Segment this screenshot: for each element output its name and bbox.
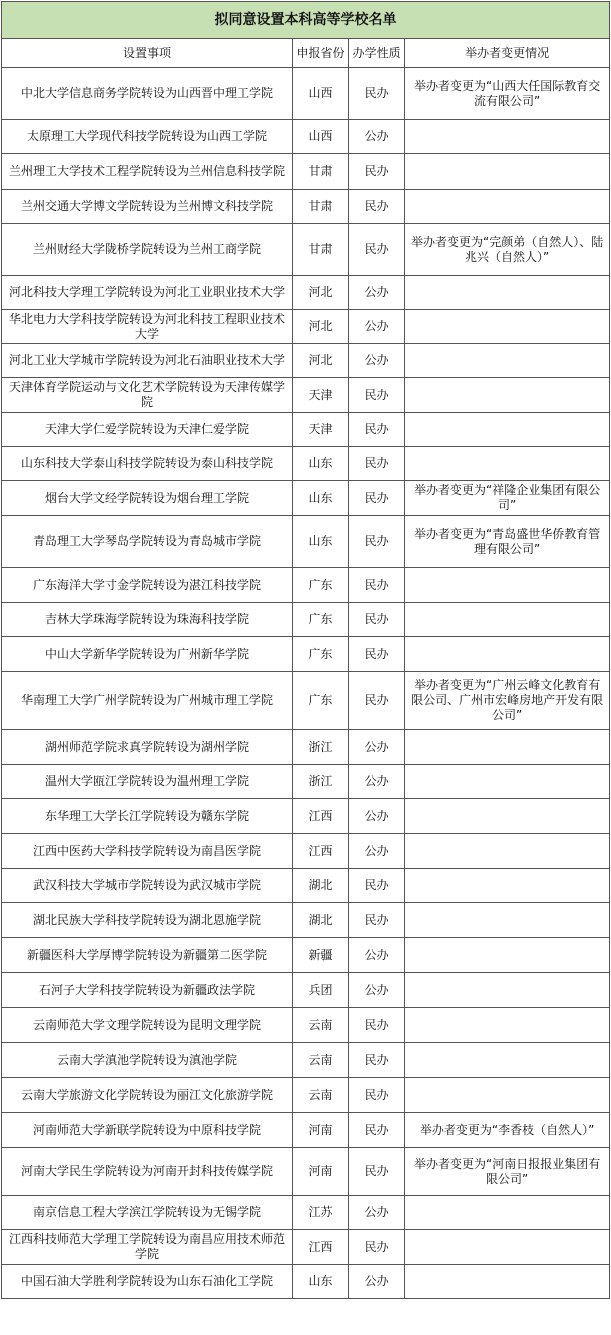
row-nature-cell: 民办: [349, 447, 405, 481]
row-item-cell: 武汉科技大学城市学院转设为武汉城市学院: [2, 869, 293, 903]
row-change-cell: [405, 938, 610, 973]
header-province: 申报省份: [293, 39, 349, 68]
row-change-cell: [405, 190, 610, 224]
row-nature-cell: 民办: [349, 154, 405, 190]
row-change-cell: [405, 1043, 610, 1078]
row-change-cell: [405, 413, 610, 447]
row-item-cell: 石河子大学科技学院转设为新疆政法学院: [2, 973, 293, 1008]
row-province-cell: 广东: [293, 603, 349, 637]
row-nature-cell: 民办: [349, 1148, 405, 1196]
row-item-cell: 河北科技大学理工学院转设为河北工业职业技术大学: [2, 276, 293, 310]
row-item-cell: 烟台大学文经学院转设为烟台理工学院: [2, 481, 293, 516]
table-row: [2, 903, 610, 938]
row-change-cell: [405, 120, 610, 154]
row-item-cell: 云南师范大学文理学院转设为昆明文理学院: [2, 1008, 293, 1043]
row-change-cell: 举办者变更为“完颜弟（自然人）、陆兆兴（自然人）”: [405, 224, 610, 276]
table-row: [2, 637, 610, 672]
table-body: [2, 68, 610, 1299]
table-row: [2, 1230, 610, 1265]
table-row: [2, 190, 610, 224]
row-nature-cell: 公办: [349, 834, 405, 869]
table-title: 拟同意设置本科高等学校名单: [2, 2, 610, 39]
row-nature-cell: 公办: [349, 276, 405, 310]
row-nature-cell: 民办: [349, 378, 405, 413]
row-province-cell: 甘肃: [293, 154, 349, 190]
table-row: [2, 378, 610, 413]
row-item-cell: 新疆医科大学厚博学院转设为新疆第二医学院: [2, 938, 293, 973]
row-nature-cell: 公办: [349, 310, 405, 344]
row-nature-cell: 民办: [349, 903, 405, 938]
row-province-cell: 广东: [293, 637, 349, 672]
row-province-cell: 山东: [293, 447, 349, 481]
row-item-cell: 东华理工大学长江学院转设为赣东学院: [2, 799, 293, 834]
row-nature-cell: 民办: [349, 516, 405, 568]
table-row: [2, 1043, 610, 1078]
row-change-cell: [405, 154, 610, 190]
row-item-cell: 中北大学信息商务学院转设为山西晋中理工学院: [2, 68, 293, 120]
row-nature-cell: 民办: [349, 224, 405, 276]
row-change-cell: 举办者变更为“广州云峰文化教育有限公司、广州市宏峰房地产开发有限公司”: [405, 672, 610, 730]
row-province-cell: 广东: [293, 672, 349, 730]
row-nature-cell: 公办: [349, 938, 405, 973]
row-nature-cell: 公办: [349, 1265, 405, 1299]
row-change-cell: [405, 1265, 610, 1299]
row-province-cell: 新疆: [293, 938, 349, 973]
row-nature-cell: 民办: [349, 413, 405, 447]
row-change-cell: [405, 1196, 610, 1230]
row-change-cell: [405, 276, 610, 310]
table-row: [2, 516, 610, 568]
header-row: [2, 39, 610, 68]
row-change-cell: 举办者变更为“祥隆企业集团有限公司”: [405, 481, 610, 516]
row-nature-cell: 公办: [349, 120, 405, 154]
row-province-cell: 山东: [293, 481, 349, 516]
table-row: [2, 154, 610, 190]
row-item-cell: 兰州理工大学技术工程学院转设为兰州信息科技学院: [2, 154, 293, 190]
table-row: [2, 1196, 610, 1230]
table-row: [2, 938, 610, 973]
table-row: [2, 834, 610, 869]
row-item-cell: 南京信息工程大学滨江学院转设为无锡学院: [2, 1196, 293, 1230]
row-item-cell: 太原理工大学现代科技学院转设为山西工学院: [2, 120, 293, 154]
row-item-cell: 云南大学旅游文化学院转设为丽江文化旅游学院: [2, 1078, 293, 1113]
row-province-cell: 山东: [293, 516, 349, 568]
row-province-cell: 江西: [293, 1230, 349, 1265]
row-item-cell: 江西科技师范大学理工学院转设为南昌应用技术师范学院: [2, 1230, 293, 1265]
row-change-cell: [405, 869, 610, 903]
row-item-cell: 湖州师范学院求真学院转设为湖州学院: [2, 730, 293, 765]
row-item-cell: 河南师范大学新联学院转设为中原科技学院: [2, 1113, 293, 1148]
row-province-cell: 河北: [293, 310, 349, 344]
row-change-cell: [405, 568, 610, 603]
row-item-cell: 中山大学新华学院转设为广州新华学院: [2, 637, 293, 672]
row-change-cell: [405, 637, 610, 672]
row-province-cell: 河北: [293, 344, 349, 378]
header-nature: 办学性质: [349, 39, 405, 68]
row-change-cell: 举办者变更为“青岛盛世华侨教育管理有限公司”: [405, 516, 610, 568]
table-row: [2, 224, 610, 276]
row-nature-cell: 公办: [349, 973, 405, 1008]
row-province-cell: 湖北: [293, 869, 349, 903]
row-province-cell: 云南: [293, 1008, 349, 1043]
row-nature-cell: 公办: [349, 730, 405, 765]
row-province-cell: 天津: [293, 378, 349, 413]
row-item-cell: 湖北民族大学科技学院转设为湖北恩施学院: [2, 903, 293, 938]
row-change-cell: [405, 799, 610, 834]
table-row: [2, 568, 610, 603]
table-row: [2, 603, 610, 637]
row-change-cell: 举办者变更为“李香枝（自然人）”: [405, 1113, 610, 1148]
table-row: [2, 1078, 610, 1113]
table-row: [2, 799, 610, 834]
row-change-cell: [405, 378, 610, 413]
table-row: [2, 447, 610, 481]
row-item-cell: 云南大学滇池学院转设为滇池学院: [2, 1043, 293, 1078]
row-province-cell: 江苏: [293, 1196, 349, 1230]
table-row: [2, 973, 610, 1008]
row-item-cell: 天津体育学院运动与文化艺术学院转设为天津传媒学院: [2, 378, 293, 413]
row-change-cell: [405, 1008, 610, 1043]
row-nature-cell: 民办: [349, 603, 405, 637]
table-row: [2, 120, 610, 154]
row-item-cell: 江西中医药大学科技学院转设为南昌医学院: [2, 834, 293, 869]
row-change-cell: [405, 730, 610, 765]
row-item-cell: 华南理工大学广州学院转设为广州城市理工学院: [2, 672, 293, 730]
row-nature-cell: 公办: [349, 344, 405, 378]
row-change-cell: 举办者变更为“河南日报报业集团有限公司”: [405, 1148, 610, 1196]
table-row: [2, 68, 610, 120]
table-row: [2, 730, 610, 765]
row-nature-cell: 民办: [349, 672, 405, 730]
table-row: [2, 344, 610, 378]
row-change-cell: [405, 765, 610, 799]
row-item-cell: 山东科技大学泰山科技学院转设为泰山科技学院: [2, 447, 293, 481]
row-change-cell: [405, 1230, 610, 1265]
table-row: [2, 310, 610, 344]
title-row: [2, 2, 610, 39]
row-change-cell: [405, 603, 610, 637]
table-row: [2, 765, 610, 799]
row-province-cell: 山西: [293, 68, 349, 120]
row-nature-cell: 民办: [349, 637, 405, 672]
row-province-cell: 云南: [293, 1078, 349, 1113]
row-nature-cell: 民办: [349, 481, 405, 516]
row-nature-cell: 民办: [349, 68, 405, 120]
row-nature-cell: 民办: [349, 568, 405, 603]
table-row: [2, 413, 610, 447]
row-province-cell: 河南: [293, 1113, 349, 1148]
row-province-cell: 河北: [293, 276, 349, 310]
row-change-cell: 举办者变更为“山西大任国际教育交流有限公司”: [405, 68, 610, 120]
row-province-cell: 湖北: [293, 903, 349, 938]
row-change-cell: [405, 447, 610, 481]
row-province-cell: 江西: [293, 799, 349, 834]
header-change: 举办者变更情况: [405, 39, 610, 68]
row-change-cell: [405, 344, 610, 378]
row-nature-cell: 公办: [349, 1196, 405, 1230]
row-nature-cell: 民办: [349, 1008, 405, 1043]
row-province-cell: 浙江: [293, 765, 349, 799]
row-province-cell: 浙江: [293, 730, 349, 765]
row-province-cell: 广东: [293, 568, 349, 603]
row-nature-cell: 公办: [349, 765, 405, 799]
row-nature-cell: 民办: [349, 1230, 405, 1265]
table-row: [2, 481, 610, 516]
row-item-cell: 兰州交通大学博文学院转设为兰州博文科技学院: [2, 190, 293, 224]
row-province-cell: 天津: [293, 413, 349, 447]
row-change-cell: [405, 903, 610, 938]
row-nature-cell: 民办: [349, 1113, 405, 1148]
row-change-cell: [405, 973, 610, 1008]
row-nature-cell: 民办: [349, 1043, 405, 1078]
table-row: [2, 672, 610, 730]
table-row: [2, 869, 610, 903]
row-item-cell: 中国石油大学胜利学院转设为山东石油化工学院: [2, 1265, 293, 1299]
row-province-cell: 兵团: [293, 973, 349, 1008]
row-item-cell: 青岛理工大学琴岛学院转设为青岛城市学院: [2, 516, 293, 568]
row-item-cell: 华北电力大学科技学院转设为河北科技工程职业技术大学: [2, 310, 293, 344]
table-row: [2, 1148, 610, 1196]
row-item-cell: 河北工业大学城市学院转设为河北石油职业技术大学: [2, 344, 293, 378]
table-row: [2, 1008, 610, 1043]
row-province-cell: 甘肃: [293, 190, 349, 224]
row-province-cell: 江西: [293, 834, 349, 869]
row-item-cell: 天津大学仁爱学院转设为天津仁爱学院: [2, 413, 293, 447]
row-change-cell: [405, 1078, 610, 1113]
header-item: 设置事项: [2, 39, 293, 68]
row-change-cell: [405, 834, 610, 869]
row-item-cell: 吉林大学珠海学院转设为珠海科技学院: [2, 603, 293, 637]
row-province-cell: 山西: [293, 120, 349, 154]
table-row: [2, 1113, 610, 1148]
row-nature-cell: 民办: [349, 869, 405, 903]
row-nature-cell: 民办: [349, 190, 405, 224]
table-row: [2, 276, 610, 310]
row-item-cell: 广东海洋大学寸金学院转设为湛江科技学院: [2, 568, 293, 603]
university-list-table: [1, 1, 610, 1299]
row-province-cell: 甘肃: [293, 224, 349, 276]
row-nature-cell: 民办: [349, 1078, 405, 1113]
row-province-cell: 云南: [293, 1043, 349, 1078]
row-item-cell: 温州大学瓯江学院转设为温州理工学院: [2, 765, 293, 799]
table-row: [2, 1265, 610, 1299]
row-change-cell: [405, 310, 610, 344]
row-item-cell: 兰州财经大学陇桥学院转设为兰州工商学院: [2, 224, 293, 276]
row-province-cell: 河南: [293, 1148, 349, 1196]
row-province-cell: 山东: [293, 1265, 349, 1299]
row-item-cell: 河南大学民生学院转设为河南开封科技传媒学院: [2, 1148, 293, 1196]
row-nature-cell: 公办: [349, 799, 405, 834]
